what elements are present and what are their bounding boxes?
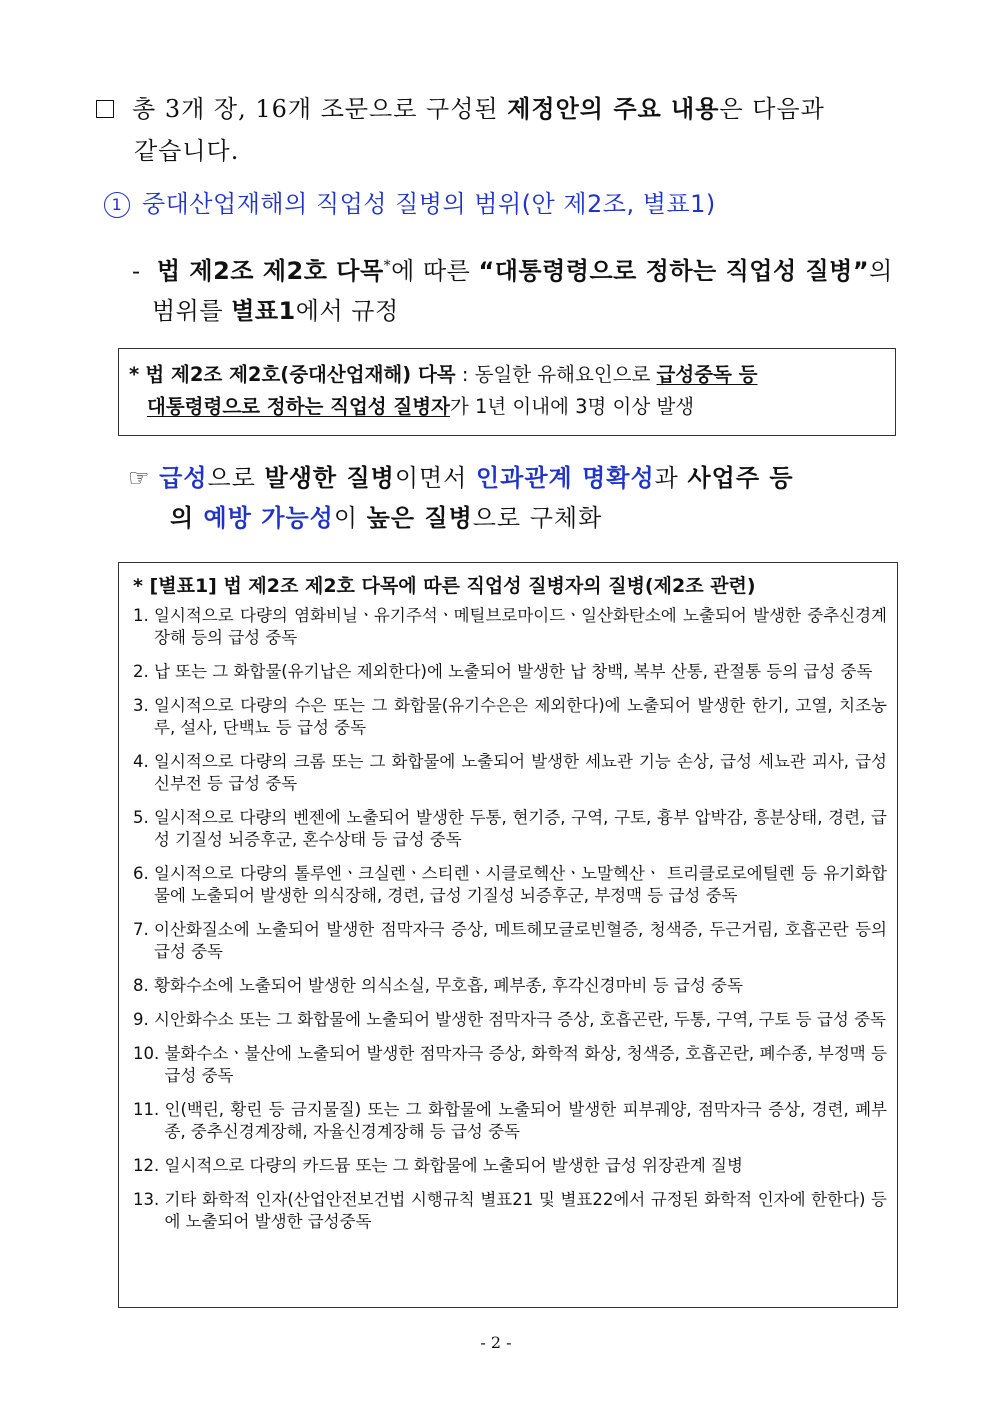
disease-list (133, 605, 887, 1233)
item-number: 3. (133, 696, 149, 715)
list-item (133, 661, 887, 683)
appendix-title: * [별표1] 법 제2조 제2호 다목에 따른 직업성 질병자의 질병(제2조 관련) (133, 575, 756, 597)
summary-text-1: 으로 (207, 464, 265, 492)
footnote-law: 법 제2조 제2호(중대산업재해) 다목 (145, 363, 456, 386)
keyword-prevention: 예방 가능성 (203, 504, 334, 532)
subpoint-line2-a: 범위를 (152, 297, 232, 325)
footnote-star: * (129, 363, 140, 386)
list-item (133, 975, 887, 997)
list-item (133, 1009, 887, 1031)
item-text: 납 또는 그 화합물(유기납은 제외한다)에 노출되어 발생한 납 창백, 복부 산통, 관절통 등의 급성 중독 (154, 662, 873, 681)
item-text: 일시적으로 다량의 카드뮴 또는 그 화합물에 노출되어 발생한 급성 위장관계 질병 (164, 1156, 743, 1175)
dash-bullet: - (132, 257, 141, 285)
list-item (133, 695, 887, 739)
list-item (133, 1099, 887, 1143)
intro-bold: 제정안의 주요 내용 (507, 95, 720, 123)
footnote-underlined-1: 급성중독 등 (656, 363, 758, 386)
item-number: 5. (133, 808, 149, 827)
intro-paragraph (96, 88, 896, 172)
intro-text: 총 3개 장, 16개 조문으로 구성된 (132, 95, 508, 123)
summary-text-2: 이면서 (394, 464, 476, 492)
item-number: 8. (133, 976, 149, 995)
item-number: 4. (133, 752, 149, 771)
item-text: 일시적으로 다량의 크롬 또는 그 화합물에 노출되어 발생한 세뇨관 기능 손상, 급성 세뇨관 괴사, 급성 신부전 등 급성 중독 (154, 752, 887, 793)
item-number: 2. (133, 662, 149, 681)
subpoint-text: 에 따른 (391, 257, 479, 285)
item-text: 인(백린, 황린 등 금지물질) 또는 그 화합물에 노출되어 발생한 피부궤양, 점막자극 증상, 경련, 폐부종, 중추신경계장해, 자율신경계장해 등 급성 중독 (164, 1100, 887, 1141)
list-item (133, 751, 887, 795)
item-number: 9. (133, 1010, 149, 1029)
keyword-disease: 발생한 질병 (264, 464, 395, 492)
item-text: 일시적으로 다량의 염화비닐ㆍ유기주석ㆍ메틸브로마이드ㆍ일산화탄소에 노출되어 발생한 중추신경계장해 등의 급성 중독 (154, 606, 887, 647)
summary-text-4: 이 (333, 504, 367, 532)
footnote-underlined-2: 대통령령으로 정하는 직업성 질병자 (147, 395, 450, 418)
footnote-text: 동일한 유해요인으로 (474, 363, 657, 386)
checkbox-bullet-icon (96, 100, 114, 118)
item-number: 6. (133, 864, 149, 883)
item-text: 일시적으로 다량의 벤젠에 노출되어 발생한 두통, 현기증, 구역, 구토, 흉부 압박감, 흥분상태, 경련, 급성 기질성 뇌증후군, 혼수상태 등 급성 중독 (154, 808, 887, 849)
list-item (133, 605, 887, 649)
subpoint-paragraph (132, 246, 896, 331)
list-item (133, 919, 887, 963)
item-text: 기타 화학적 인자(산업안전보건법 시행규칙 별표21 및 별표22에서 규정된 화학적 인자에 한한다) 등에 노출되어 발생한 급성중독 (164, 1190, 887, 1231)
summary-text-5: 으로 구체화 (472, 504, 603, 532)
pointing-hand-icon: ☞ (128, 464, 151, 492)
list-item (133, 1189, 887, 1233)
summary-particle: 의 (170, 504, 204, 532)
item-number: 12. (133, 1156, 160, 1175)
page-number: - 2 - (480, 1333, 512, 1352)
item-text: 황화수소에 노출되어 발생한 의식소실, 무호흡, 폐부종, 후각신경마비 등 급성 중독 (154, 976, 743, 995)
item-number: 7. (133, 920, 149, 939)
appendix-box (118, 562, 898, 1308)
section-heading (104, 186, 716, 222)
appendix-reference: 별표1 (231, 297, 296, 325)
keyword-acute: 급성 (159, 464, 208, 492)
item-text: 시안화수소 또는 그 화합물에 노출되어 발생한 점막자극 증상, 호흡곤란, 두통, 구역, 구토 등 급성 중독 (154, 1010, 886, 1029)
list-item (133, 1043, 887, 1087)
summary-text-3: 과 (654, 464, 688, 492)
keyword-high-disease: 높은 질병 (366, 504, 473, 532)
summary-paragraph (128, 458, 898, 538)
list-item (133, 807, 887, 851)
quoted-term: “대통령령으로 정하는 직업성 질병” (478, 257, 870, 285)
footnote-box (118, 348, 896, 436)
subpoint-text-end: 의 (869, 257, 893, 285)
law-reference: 법 제2조 제2호 다목 (156, 257, 384, 285)
keyword-employer: 사업주 등 (687, 464, 794, 492)
keyword-causality: 인과관계 명확성 (476, 464, 655, 492)
item-number: 10. (133, 1044, 160, 1063)
intro-text-end: 은 다음과 (719, 95, 825, 123)
section-title: 중대산업재해의 직업성 질병의 범위(안 제2조, 별표1) (142, 190, 716, 218)
list-item (133, 1155, 887, 1177)
item-text: 일시적으로 다량의 톨루엔ㆍ크실렌ㆍ스티렌ㆍ시클로헥산ㆍ노말헥산ㆍ 트리클로로에틸렌 등 유기화합물에 노출되어 발생한 의식장해, 경련, 급성 기질성 뇌증후군, 부정맥 등 급성 중독 (154, 864, 887, 905)
footnote-marker: * (383, 258, 392, 274)
list-item (133, 863, 887, 907)
item-number: 1. (133, 606, 149, 625)
footnote-text-end: 가 1년 이내에 3명 이상 발생 (449, 395, 695, 418)
item-number: 11. (133, 1100, 160, 1119)
circled-number-icon: 1 (104, 192, 130, 218)
item-number: 13. (133, 1190, 160, 1209)
subpoint-line2-b: 에서 규정 (295, 297, 399, 325)
item-text: 이산화질소에 노출되어 발생한 점막자극 증상, 메트헤모글로빈혈증, 청색증, 두근거림, 호흡곤란 등의 급성 중독 (154, 920, 887, 961)
intro-line2: 같습니다. (134, 137, 240, 165)
footnote-colon: : (455, 363, 475, 386)
item-text: 불화수소ㆍ불산에 노출되어 발생한 점막자극 증상, 화학적 화상, 청색증, 호흡곤란, 폐수종, 부정맥 등 급성 중독 (164, 1044, 887, 1085)
item-text: 일시적으로 다량의 수은 또는 그 화합물(유기수은은 제외한다)에 노출되어 발생한 한기, 고열, 치조농루, 설사, 단백뇨 등 급성 중독 (154, 696, 887, 737)
